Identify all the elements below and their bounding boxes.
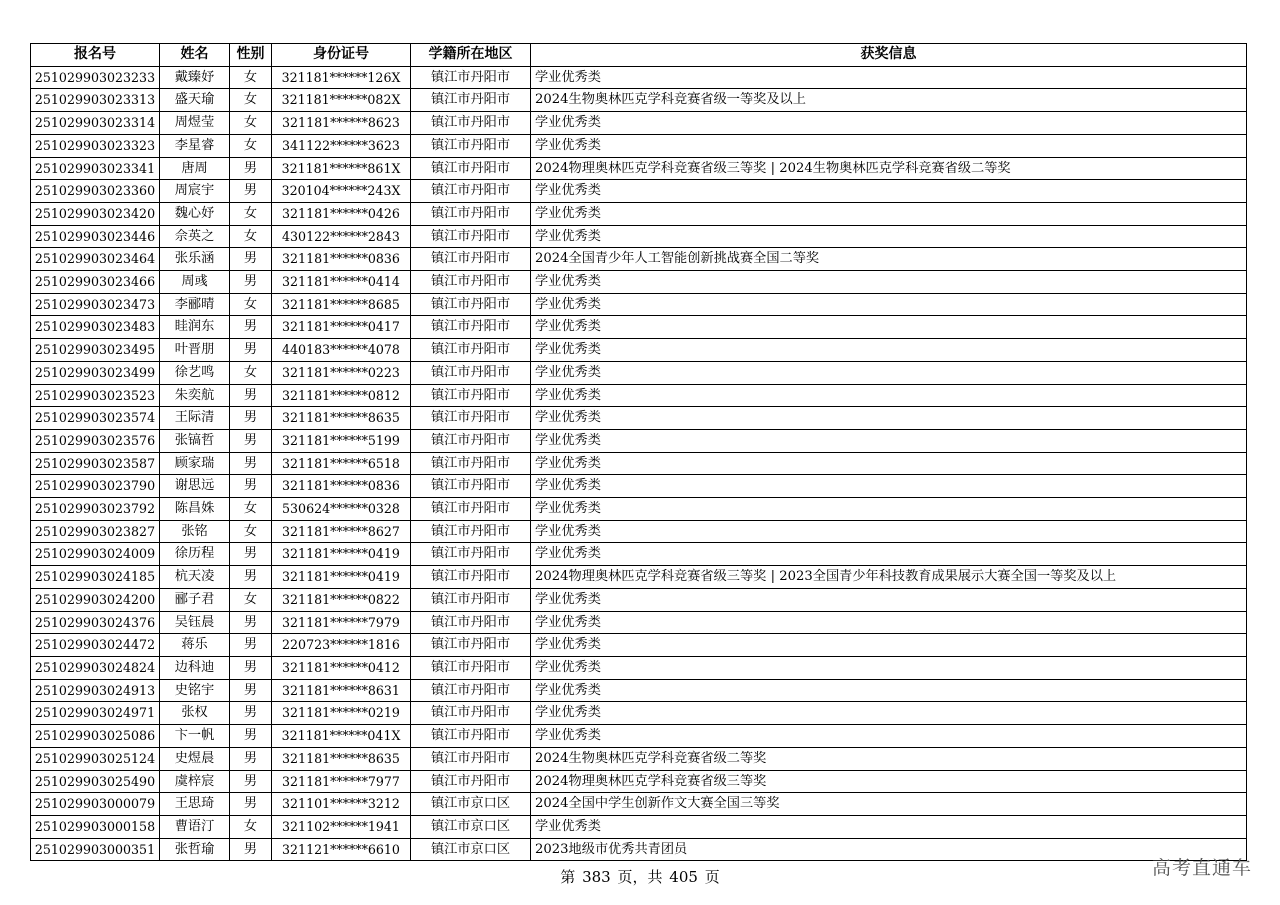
- reg-no-cell: 251029903024472: [31, 634, 160, 657]
- id-number-cell: 321181******0812: [272, 384, 411, 407]
- award-cell: 2023地级市优秀共青团员: [531, 838, 1247, 861]
- region-cell: 镇江市丹阳市: [411, 202, 531, 225]
- award-cell: 学业优秀类: [531, 316, 1247, 339]
- student-name-cell: 张权: [160, 702, 230, 725]
- id-number-cell: 321181******8623: [272, 112, 411, 135]
- student-name-cell: 蒋乐: [160, 634, 230, 657]
- region-cell: 镇江市丹阳市: [411, 361, 531, 384]
- student-name-cell: 杭天凌: [160, 566, 230, 589]
- award-cell: 学业优秀类: [531, 134, 1247, 157]
- page-footer: [0, 866, 1280, 887]
- student-name-cell: 眭润东: [160, 316, 230, 339]
- gender-cell: 男: [230, 452, 272, 475]
- reg-no-cell: 251029903023360: [31, 180, 160, 203]
- award-cell: 学业优秀类: [531, 66, 1247, 89]
- table-row: [31, 747, 1247, 770]
- award-cell: 学业优秀类: [531, 475, 1247, 498]
- gender-cell: 男: [230, 271, 272, 294]
- award-cell: 2024全国青少年人工智能创新挑战赛全国二等奖: [531, 248, 1247, 271]
- gender-cell: 女: [230, 361, 272, 384]
- table-header-row: [31, 44, 1247, 67]
- reg-no-cell: 251029903023473: [31, 293, 160, 316]
- award-cell: 学业优秀类: [531, 725, 1247, 748]
- id-number-cell: 341122******3623: [272, 134, 411, 157]
- id-number-cell: 321181******0822: [272, 588, 411, 611]
- id-number-cell: 321181******0426: [272, 202, 411, 225]
- gender-cell: 男: [230, 157, 272, 180]
- region-cell: 镇江市丹阳市: [411, 384, 531, 407]
- id-number-cell: 321181******0219: [272, 702, 411, 725]
- table-row: [31, 588, 1247, 611]
- reg-no-cell: 251029903000158: [31, 815, 160, 838]
- id-number-cell: 321181******0836: [272, 248, 411, 271]
- reg-no-cell: 251029903023827: [31, 520, 160, 543]
- student-name-cell: 徐历程: [160, 543, 230, 566]
- student-name-cell: 虞梓宸: [160, 770, 230, 793]
- reg-no-cell: 251029903023464: [31, 248, 160, 271]
- award-cell: 学业优秀类: [531, 520, 1247, 543]
- reg-no-cell: 251029903023574: [31, 407, 160, 430]
- table-row: [31, 838, 1247, 861]
- table-row: [31, 248, 1247, 271]
- table-body: [31, 66, 1247, 861]
- student-name-cell: 曹语汀: [160, 815, 230, 838]
- id-number-cell: 321181******8635: [272, 407, 411, 430]
- table-row: [31, 407, 1247, 430]
- award-cell: 学业优秀类: [531, 407, 1247, 430]
- reg-no-cell: 251029903024913: [31, 679, 160, 702]
- region-cell: 镇江市丹阳市: [411, 248, 531, 271]
- award-cell: 2024物理奥林匹克学科竞赛省级三等奖 | 2024生物奥林匹克学科竞赛省级二等奖: [531, 157, 1247, 180]
- gender-cell: 女: [230, 498, 272, 521]
- region-cell: 镇江市丹阳市: [411, 520, 531, 543]
- id-number-cell: 321181******8627: [272, 520, 411, 543]
- id-number-cell: 321101******3212: [272, 793, 411, 816]
- award-cell: 2024生物奥林匹克学科竞赛省级二等奖: [531, 747, 1247, 770]
- id-number-cell: 530624******0328: [272, 498, 411, 521]
- award-cell: 学业优秀类: [531, 429, 1247, 452]
- table-row: [31, 566, 1247, 589]
- award-cell: 学业优秀类: [531, 271, 1247, 294]
- reg-no-cell: 251029903024185: [31, 566, 160, 589]
- id-number-cell: 321181******8685: [272, 293, 411, 316]
- table-row: [31, 543, 1247, 566]
- watermark: 高考直通车: [1151, 857, 1252, 879]
- registration-table: [30, 43, 1247, 861]
- id-number-cell: 320104******243X: [272, 180, 411, 203]
- region-cell: 镇江市丹阳市: [411, 293, 531, 316]
- award-cell: 学业优秀类: [531, 543, 1247, 566]
- gender-cell: 男: [230, 316, 272, 339]
- gender-cell: 男: [230, 384, 272, 407]
- region-cell: 镇江市丹阳市: [411, 157, 531, 180]
- reg-no-cell: 251029903023341: [31, 157, 160, 180]
- table-row: [31, 702, 1247, 725]
- footer-middle: 页，共: [617, 868, 663, 886]
- table-row: [31, 815, 1247, 838]
- table-row: [31, 520, 1247, 543]
- table-row: [31, 679, 1247, 702]
- region-cell: 镇江市丹阳市: [411, 271, 531, 294]
- region-cell: 镇江市丹阳市: [411, 316, 531, 339]
- award-cell: 学业优秀类: [531, 225, 1247, 248]
- id-number-cell: 321181******0223: [272, 361, 411, 384]
- student-name-cell: 谢思远: [160, 475, 230, 498]
- reg-no-cell: 251029903023420: [31, 202, 160, 225]
- header-id-number: 身份证号: [272, 44, 411, 67]
- table-row: [31, 384, 1247, 407]
- reg-no-cell: 251029903023446: [31, 225, 160, 248]
- award-cell: 学业优秀类: [531, 293, 1247, 316]
- region-cell: 镇江市丹阳市: [411, 134, 531, 157]
- region-cell: 镇江市丹阳市: [411, 656, 531, 679]
- id-number-cell: 321181******0419: [272, 566, 411, 589]
- region-cell: 镇江市京口区: [411, 815, 531, 838]
- reg-no-cell: 251029903023323: [31, 134, 160, 157]
- reg-no-cell: 251029903025490: [31, 770, 160, 793]
- table-row: [31, 452, 1247, 475]
- gender-cell: 女: [230, 293, 272, 316]
- region-cell: 镇江市丹阳市: [411, 339, 531, 362]
- student-name-cell: 叶晋朋: [160, 339, 230, 362]
- gender-cell: 男: [230, 248, 272, 271]
- region-cell: 镇江市丹阳市: [411, 452, 531, 475]
- award-cell: 学业优秀类: [531, 611, 1247, 634]
- region-cell: 镇江市京口区: [411, 793, 531, 816]
- page-number: 383: [582, 868, 611, 886]
- student-name-cell: 唐周: [160, 157, 230, 180]
- student-name-cell: 顾家瑞: [160, 452, 230, 475]
- reg-no-cell: 251029903023576: [31, 429, 160, 452]
- student-name-cell: 徐艺鸣: [160, 361, 230, 384]
- id-number-cell: 321181******5199: [272, 429, 411, 452]
- gender-cell: 男: [230, 725, 272, 748]
- award-cell: 学业优秀类: [531, 112, 1247, 135]
- gender-cell: 女: [230, 520, 272, 543]
- student-name-cell: 周煜莹: [160, 112, 230, 135]
- award-cell: 学业优秀类: [531, 498, 1247, 521]
- table-row: [31, 429, 1247, 452]
- table-row: [31, 361, 1247, 384]
- award-cell: 学业优秀类: [531, 634, 1247, 657]
- table-row: [31, 770, 1247, 793]
- region-cell: 镇江市丹阳市: [411, 634, 531, 657]
- id-number-cell: 321181******8635: [272, 747, 411, 770]
- gender-cell: 女: [230, 89, 272, 112]
- table-row: [31, 316, 1247, 339]
- reg-no-cell: 251029903024200: [31, 588, 160, 611]
- reg-no-cell: 251029903023466: [31, 271, 160, 294]
- header-awards: 获奖信息: [531, 44, 1247, 67]
- student-name-cell: 李星睿: [160, 134, 230, 157]
- award-cell: 2024物理奥林匹克学科竞赛省级三等奖: [531, 770, 1247, 793]
- table-row: [31, 611, 1247, 634]
- id-number-cell: 321181******041X: [272, 725, 411, 748]
- award-cell: 学业优秀类: [531, 815, 1247, 838]
- region-cell: 镇江市丹阳市: [411, 611, 531, 634]
- header-region: 学籍所在地区: [411, 44, 531, 67]
- region-cell: 镇江市丹阳市: [411, 702, 531, 725]
- footer-suffix: 页: [704, 868, 720, 886]
- table-row: [31, 225, 1247, 248]
- table-row: [31, 725, 1247, 748]
- id-number-cell: 321121******6610: [272, 838, 411, 861]
- header-reg-no: 报名号: [31, 44, 160, 67]
- gender-cell: 男: [230, 838, 272, 861]
- reg-no-cell: 251029903000079: [31, 793, 160, 816]
- student-name-cell: 戴臻妤: [160, 66, 230, 89]
- region-cell: 镇江市丹阳市: [411, 770, 531, 793]
- gender-cell: 男: [230, 543, 272, 566]
- student-name-cell: 张镐哲: [160, 429, 230, 452]
- gender-cell: 女: [230, 112, 272, 135]
- id-number-cell: 321181******0836: [272, 475, 411, 498]
- reg-no-cell: 251029903023792: [31, 498, 160, 521]
- award-cell: 2024生物奥林匹克学科竞赛省级一等奖及以上: [531, 89, 1247, 112]
- header-name: 姓名: [160, 44, 230, 67]
- region-cell: 镇江市丹阳市: [411, 180, 531, 203]
- region-cell: 镇江市丹阳市: [411, 498, 531, 521]
- gender-cell: 女: [230, 66, 272, 89]
- id-number-cell: 321181******126X: [272, 66, 411, 89]
- gender-cell: 男: [230, 611, 272, 634]
- table-row: [31, 89, 1247, 112]
- id-number-cell: 321181******7977: [272, 770, 411, 793]
- gender-cell: 女: [230, 134, 272, 157]
- gender-cell: 男: [230, 407, 272, 430]
- reg-no-cell: 251029903023790: [31, 475, 160, 498]
- reg-no-cell: 251029903023495: [31, 339, 160, 362]
- award-cell: 学业优秀类: [531, 180, 1247, 203]
- table-row: [31, 180, 1247, 203]
- id-number-cell: 321181******0414: [272, 271, 411, 294]
- region-cell: 镇江市丹阳市: [411, 225, 531, 248]
- id-number-cell: 321181******861X: [272, 157, 411, 180]
- reg-no-cell: 251029903024971: [31, 702, 160, 725]
- table-row: [31, 202, 1247, 225]
- gender-cell: 女: [230, 202, 272, 225]
- reg-no-cell: 251029903023314: [31, 112, 160, 135]
- gender-cell: 男: [230, 702, 272, 725]
- region-cell: 镇江市丹阳市: [411, 679, 531, 702]
- student-name-cell: 卞一帆: [160, 725, 230, 748]
- award-cell: 2024物理奥林匹克学科竞赛省级三等奖 | 2023全国青少年科技教育成果展示大赛全国一等奖及以上: [531, 566, 1247, 589]
- gender-cell: 女: [230, 588, 272, 611]
- id-number-cell: 321181******082X: [272, 89, 411, 112]
- reg-no-cell: 251029903024824: [31, 656, 160, 679]
- id-number-cell: 321181******0419: [272, 543, 411, 566]
- award-cell: 学业优秀类: [531, 702, 1247, 725]
- id-number-cell: 430122******2843: [272, 225, 411, 248]
- region-cell: 镇江市丹阳市: [411, 747, 531, 770]
- reg-no-cell: 251029903023499: [31, 361, 160, 384]
- reg-no-cell: 251029903023587: [31, 452, 160, 475]
- gender-cell: 男: [230, 656, 272, 679]
- table-row: [31, 66, 1247, 89]
- student-name-cell: 魏心妤: [160, 202, 230, 225]
- gender-cell: 男: [230, 793, 272, 816]
- award-cell: 学业优秀类: [531, 339, 1247, 362]
- award-cell: 学业优秀类: [531, 679, 1247, 702]
- reg-no-cell: 251029903024376: [31, 611, 160, 634]
- region-cell: 镇江市丹阳市: [411, 407, 531, 430]
- region-cell: 镇江市丹阳市: [411, 89, 531, 112]
- id-number-cell: 321181******0412: [272, 656, 411, 679]
- award-cell: 学业优秀类: [531, 656, 1247, 679]
- student-name-cell: 周宸宇: [160, 180, 230, 203]
- region-cell: 镇江市丹阳市: [411, 725, 531, 748]
- id-number-cell: 220723******1816: [272, 634, 411, 657]
- award-cell: 学业优秀类: [531, 202, 1247, 225]
- student-name-cell: 郦子君: [160, 588, 230, 611]
- gender-cell: 男: [230, 180, 272, 203]
- gender-cell: 男: [230, 339, 272, 362]
- region-cell: 镇江市丹阳市: [411, 429, 531, 452]
- reg-no-cell: 251029903023233: [31, 66, 160, 89]
- student-name-cell: 周彧: [160, 271, 230, 294]
- table-row: [31, 134, 1247, 157]
- student-name-cell: 王思琦: [160, 793, 230, 816]
- student-name-cell: 朱奕航: [160, 384, 230, 407]
- id-number-cell: 321102******1941: [272, 815, 411, 838]
- reg-no-cell: 251029903025086: [31, 725, 160, 748]
- id-number-cell: 321181******6518: [272, 452, 411, 475]
- table-row: [31, 656, 1247, 679]
- region-cell: 镇江市丹阳市: [411, 588, 531, 611]
- student-name-cell: 边科迪: [160, 656, 230, 679]
- award-cell: 2024全国中学生创新作文大赛全国三等奖: [531, 793, 1247, 816]
- table-row: [31, 498, 1247, 521]
- student-name-cell: 张乐涵: [160, 248, 230, 271]
- gender-cell: 男: [230, 747, 272, 770]
- student-name-cell: 张铭: [160, 520, 230, 543]
- student-name-cell: 张哲瑜: [160, 838, 230, 861]
- reg-no-cell: 251029903025124: [31, 747, 160, 770]
- table-row: [31, 157, 1247, 180]
- student-name-cell: 史铭宇: [160, 679, 230, 702]
- gender-cell: 女: [230, 225, 272, 248]
- gender-cell: 男: [230, 770, 272, 793]
- table-row: [31, 793, 1247, 816]
- award-cell: 学业优秀类: [531, 384, 1247, 407]
- table-row: [31, 339, 1247, 362]
- region-cell: 镇江市丹阳市: [411, 566, 531, 589]
- student-name-cell: 李郦晴: [160, 293, 230, 316]
- region-cell: 镇江市京口区: [411, 838, 531, 861]
- header-gender: 性别: [230, 44, 272, 67]
- gender-cell: 女: [230, 815, 272, 838]
- reg-no-cell: 251029903000351: [31, 838, 160, 861]
- student-name-cell: 陈昌姝: [160, 498, 230, 521]
- student-name-cell: 王际清: [160, 407, 230, 430]
- id-number-cell: 321181******7979: [272, 611, 411, 634]
- gender-cell: 男: [230, 634, 272, 657]
- gender-cell: 男: [230, 679, 272, 702]
- student-name-cell: 吴钰晨: [160, 611, 230, 634]
- id-number-cell: 321181******8631: [272, 679, 411, 702]
- region-cell: 镇江市丹阳市: [411, 475, 531, 498]
- region-cell: 镇江市丹阳市: [411, 112, 531, 135]
- gender-cell: 男: [230, 475, 272, 498]
- region-cell: 镇江市丹阳市: [411, 543, 531, 566]
- id-number-cell: 440183******4078: [272, 339, 411, 362]
- gender-cell: 男: [230, 566, 272, 589]
- table-row: [31, 475, 1247, 498]
- student-name-cell: 史煜晨: [160, 747, 230, 770]
- student-name-cell: 盛天瑜: [160, 89, 230, 112]
- table-row: [31, 634, 1247, 657]
- id-number-cell: 321181******0417: [272, 316, 411, 339]
- reg-no-cell: 251029903024009: [31, 543, 160, 566]
- award-cell: 学业优秀类: [531, 588, 1247, 611]
- student-name-cell: 佘英之: [160, 225, 230, 248]
- reg-no-cell: 251029903023313: [31, 89, 160, 112]
- reg-no-cell: 251029903023523: [31, 384, 160, 407]
- gender-cell: 男: [230, 429, 272, 452]
- region-cell: 镇江市丹阳市: [411, 66, 531, 89]
- footer-prefix: 第: [560, 868, 576, 886]
- table-row: [31, 271, 1247, 294]
- page-total: 405: [669, 868, 698, 886]
- reg-no-cell: 251029903023483: [31, 316, 160, 339]
- table-row: [31, 112, 1247, 135]
- table-row: [31, 293, 1247, 316]
- award-cell: 学业优秀类: [531, 452, 1247, 475]
- award-cell: 学业优秀类: [531, 361, 1247, 384]
